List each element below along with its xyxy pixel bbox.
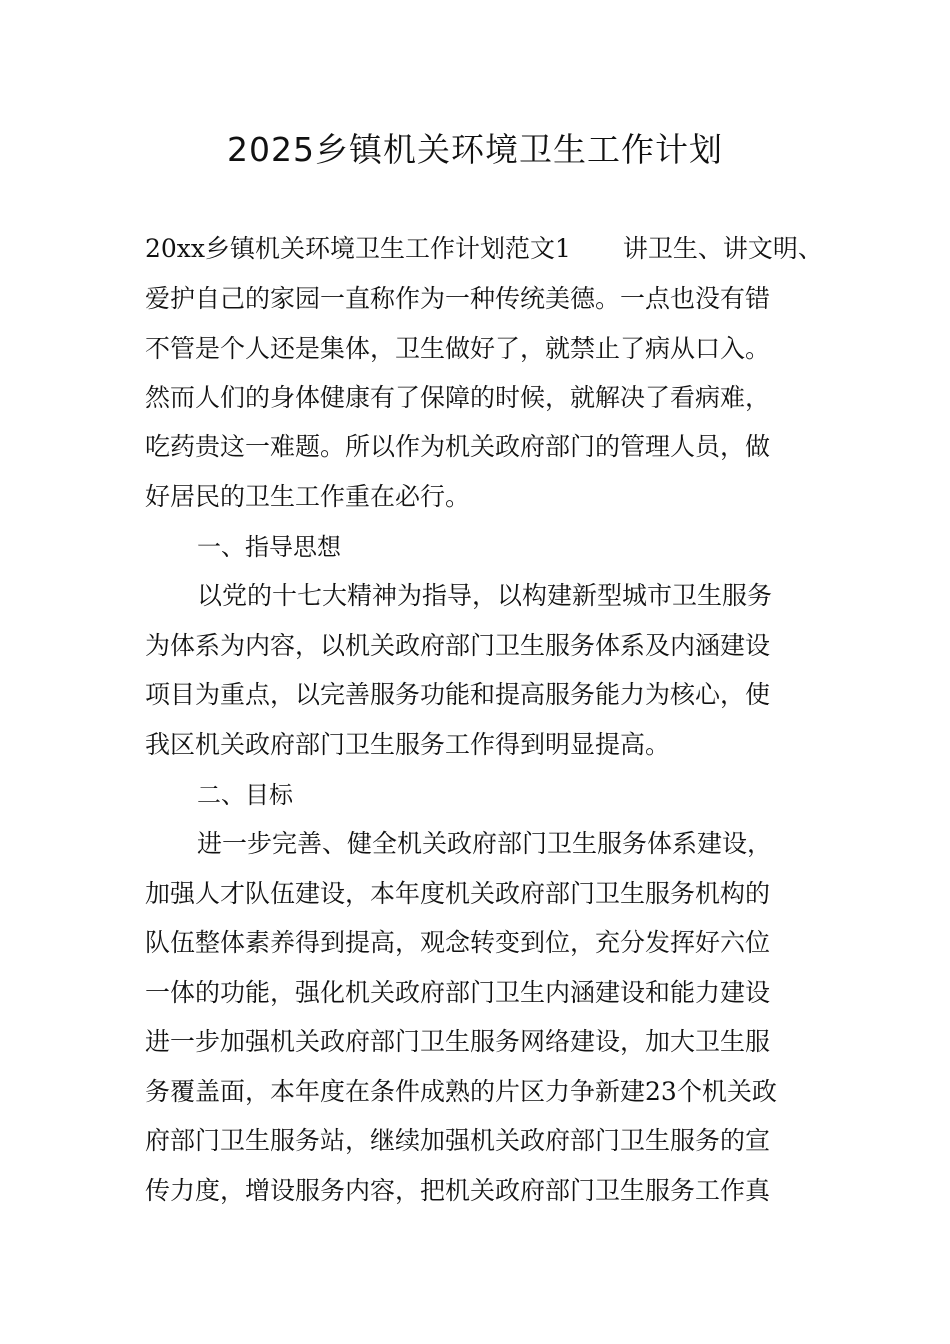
paragraph-line: 一体的功能，强化机关政府部门卫生内涵建设和能力建设 (145, 978, 771, 1007)
paragraph-line: 进一步加强机关政府部门卫生服务网络建设，加大卫生服 (145, 1027, 771, 1056)
section-heading: 二、目标 (197, 781, 293, 809)
paragraph-line: 爱护自己的家园一直称作为一种传统美德。一点也没有错 (145, 284, 771, 313)
paragraph-line: 务覆盖面，本年度在条件成熟的片区力争新建23个机关政 (145, 1077, 777, 1106)
paragraph-line: 队伍整体素养得到提高，观念转变到位，充分发挥好六位 (145, 928, 771, 957)
section-heading: 一、指导思想 (197, 533, 341, 561)
paragraph-line: 然而人们的身体健康有了保障的时候，就解决了看病难， (145, 383, 771, 412)
paragraph-line: 好居民的卫生工作重在必行。 (145, 482, 471, 511)
intro-text: 讲卫生、讲文明、 (622, 234, 823, 263)
paragraph-line: 不管是个人还是集体，卫生做好了，就禁止了病从口入。 (145, 334, 771, 363)
document-title: 2025乡镇机关环境卫生工作计划 (227, 130, 723, 169)
paragraph-line: 传力度，增设服务内容，把机关政府部门卫生服务工作真 (145, 1176, 771, 1205)
paragraph-line: 吃药贵这一难题。所以作为机关政府部门的管理人员，做 (145, 432, 771, 461)
paragraph-line: 项目为重点，以完善服务功能和提高服务能力为核心，使 (145, 680, 771, 709)
paragraph-line: 进一步完善、健全机关政府部门卫生服务体系建设， (197, 829, 773, 858)
paragraph-line: 加强人才队伍建设，本年度机关政府部门卫生服务机构的 (145, 879, 771, 908)
paragraph-line: 以党的十七大精神为指导，以构建新型城市卫生服务 (197, 581, 773, 610)
paragraph-line (145, 233, 823, 265)
paragraph-line: 府部门卫生服务站，继续加强机关政府部门卫生服务的宣 (145, 1126, 771, 1155)
paragraph-line: 我区机关政府部门卫生服务工作得到明显提高。 (145, 730, 671, 759)
paragraph-line: 为体系为内容，以机关政府部门卫生服务体系及内涵建设 (145, 631, 771, 660)
intro-lead: 20xx乡镇机关环境卫生工作计划范文1 (145, 234, 571, 263)
